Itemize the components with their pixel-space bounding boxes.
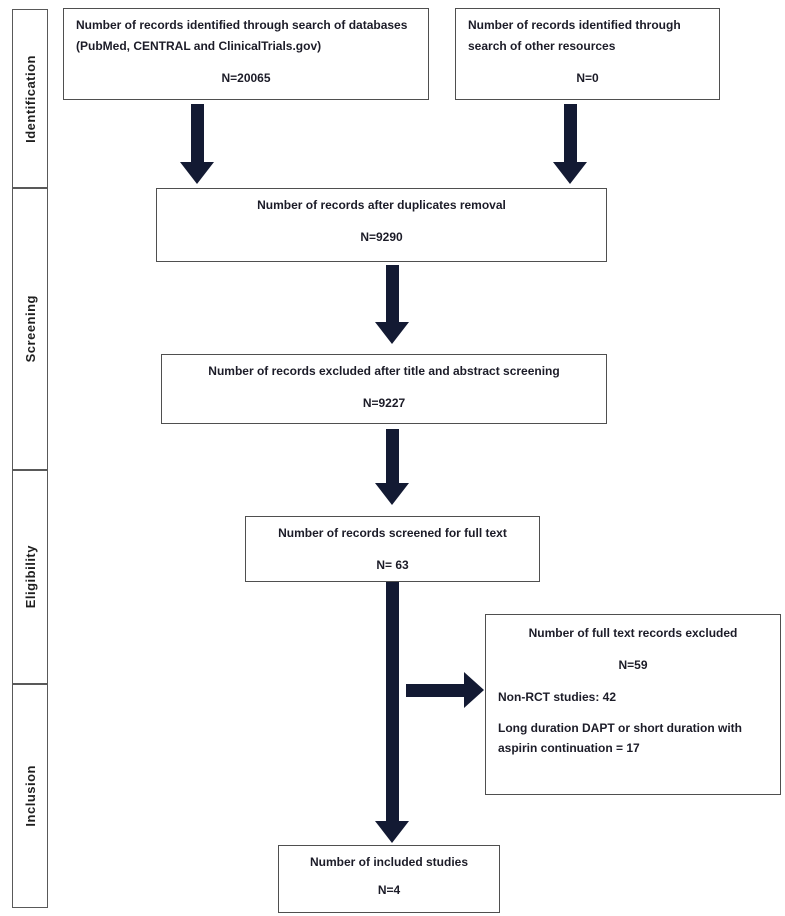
- arrow-shaft: [386, 582, 399, 821]
- stage-screening: [12, 188, 48, 470]
- box-duplicates-removal: [156, 188, 607, 262]
- arrow-shaft: [406, 684, 464, 697]
- stage-identification-label: Identification: [22, 54, 38, 143]
- arrow-shaft: [191, 104, 204, 162]
- box-included-studies-count: N=4: [377, 883, 401, 897]
- arrow-other-to-duplicates: [553, 104, 587, 184]
- box-database-search-text: Number of records identified through search of databases (PubMed, CENTRAL and ClinicalTrials.gov): [76, 18, 408, 53]
- stage-inclusion: [12, 684, 48, 908]
- box-included-studies-text: Number of included studies: [309, 855, 468, 869]
- arrow-shaft: [386, 429, 399, 483]
- box-title-abstract-excluded-text: Number of records excluded after title and abstract screening: [208, 364, 560, 378]
- arrow-head-icon: [375, 322, 409, 344]
- box-duplicates-removal-count: N=9290: [360, 230, 403, 244]
- stage-inclusion-label: Inclusion: [22, 765, 38, 827]
- arrow-head-icon: [375, 483, 409, 505]
- box-fulltext-screened-count: N= 63: [376, 558, 409, 572]
- arrow-fulltext-to-included: [375, 582, 409, 843]
- arrow-database-to-duplicates: [180, 104, 214, 184]
- arrow-head-icon: [375, 821, 409, 843]
- box-fulltext-screened: [245, 516, 540, 582]
- arrow-head-icon: [180, 162, 214, 184]
- box-other-sources: [455, 8, 720, 100]
- arrow-screening-to-fulltext: [375, 429, 409, 505]
- box-database-search-count: N=20065: [221, 71, 271, 85]
- stage-identification: [12, 9, 48, 188]
- box-fulltext-excluded-detail-dapt: Long duration DAPT or short duration with aspirin continuation = 17: [498, 721, 742, 755]
- box-title-abstract-excluded-count: N=9227: [362, 396, 406, 410]
- box-fulltext-excluded-count: N=59: [618, 658, 648, 672]
- arrow-duplicates-to-screening: [375, 265, 409, 344]
- arrow-head-icon: [553, 162, 587, 184]
- box-duplicates-removal-text: Number of records after duplicates removal: [257, 198, 506, 212]
- box-other-sources-count: N=0: [576, 71, 599, 85]
- arrow-shaft: [386, 265, 399, 322]
- arrow-head-icon: [464, 672, 484, 708]
- box-fulltext-screened-text: Number of records screened for full text: [278, 526, 507, 540]
- box-fulltext-excluded-text: Number of full text records excluded: [528, 626, 738, 640]
- stage-eligibility-label: Eligibility: [22, 545, 38, 609]
- box-database-search: [63, 8, 429, 100]
- arrow-fulltext-to-excluded: [406, 672, 484, 708]
- stage-screening-label: Screening: [22, 295, 38, 363]
- box-title-abstract-excluded: [161, 354, 607, 424]
- box-fulltext-excluded: [485, 614, 781, 795]
- box-other-sources-text: Number of records identified through search of other resources: [468, 18, 681, 53]
- stage-eligibility: [12, 470, 48, 684]
- box-fulltext-excluded-detail-nonrct: Non-RCT studies: 42: [498, 690, 617, 704]
- box-included-studies: [278, 845, 500, 913]
- arrow-shaft: [564, 104, 577, 162]
